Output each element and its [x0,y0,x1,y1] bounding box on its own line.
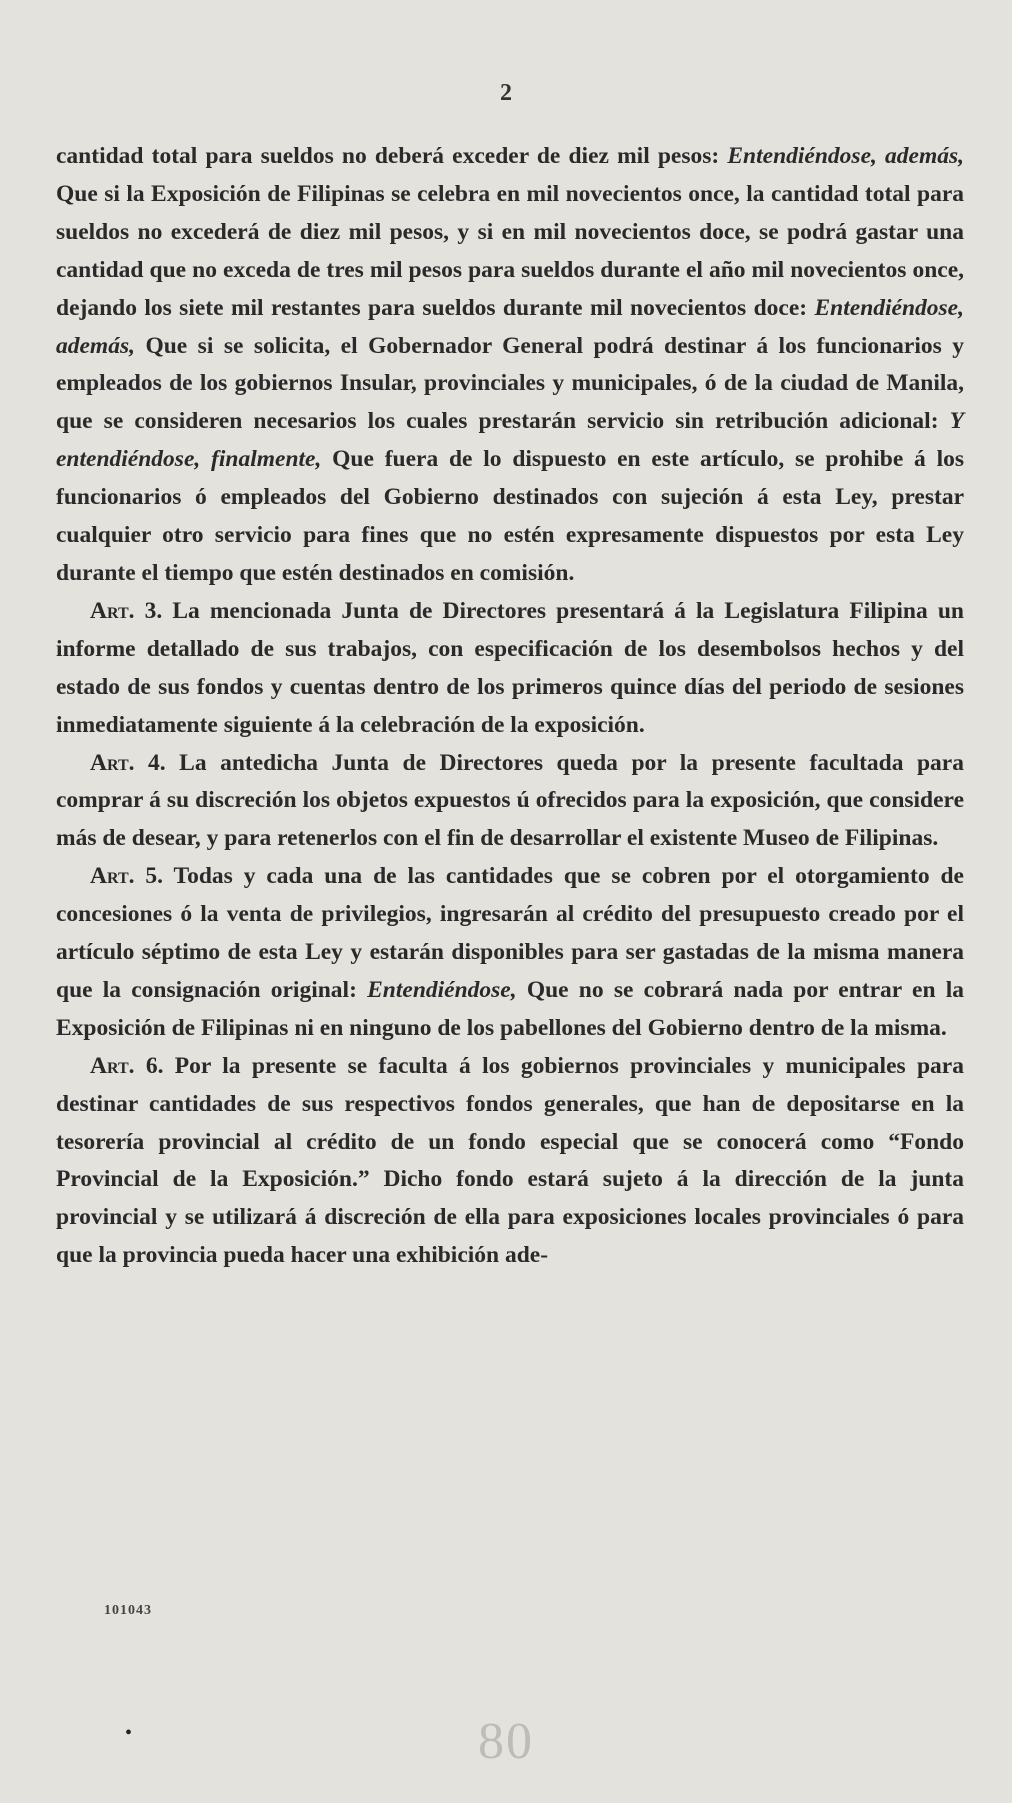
article-6 [56,1048,964,1275]
italic-run: Entendiéndose, [367,976,517,1003]
text-run: 6. Por la presente se faculta á los gobiernos provinciales y municipales para destinar cantidades de sus respectivos fondos generales, que han de depositarse en la tesorería provincial al crédito de un fondo especial que se conocerá como “Fondo Provincial de la Exposición.” Dicho fondo estará sujeto á la dirección de la junta provincial y se utilizará á discreción de ella para exposiciones locales provinciales ó para que la provincia pueda hacer una exhibición ade- [56,1052,964,1269]
page-number: 2 [500,80,512,106]
article-4 [56,745,964,859]
text-run: 4. La antedicha Junta de Directores queda por la presente facultada para comprar á su discreción los objetos expuestos ú ofrecidos para la exposición, que considere más de desear, y para retenerlos con el fin de desarrollar el existente Museo de Filipinas. [56,749,964,852]
text-run: Que si se solicita, el Gobernador General podrá destinar á los funcionarios y empleados de los gobiernos Insular, provinciales y municipales, ó de la ciudad de Manila, que se consideren necesarios los cuales prestarán servicio sin retribución adicional: [56,332,964,435]
printer-code: 101043 [104,1603,152,1618]
article-label: Art. [90,749,135,776]
text-run: Que si la Exposición de Filipinas se celebra en mil novecientos once, la cantidad total para sueldos no excederá de diez mil pesos, y si en mil novecientos doce, se podrá gastar una cantidad que no exceda de tres mil pesos para sueldos durante el año mil novecientos once, dejando los siete mil restantes para sueldos durante mil novecientos doce: [56,180,964,321]
text-run: cantidad total para sueldos no deberá exceder de diez mil pesos: [56,143,728,169]
article-label: Art. [90,597,135,624]
folio-stamp: 80 [478,1713,534,1770]
article-3 [56,593,964,745]
italic-run: Entendiéndose, además, [727,143,964,169]
paragraph [56,138,964,593]
italic-run: Y entendiéndose, finalmente, [56,408,964,473]
article-label: Art. [90,863,135,890]
italic-run: Entendiéndose, además, [56,294,964,359]
body-text [56,138,964,1275]
article-5 [56,858,964,1048]
text-run: Que fuera de lo dispuesto en este artículo, se prohibe á los funcionarios ó empleados del Gobierno destinados con sujeción á esta Ley, prestar cualquier otro servicio para fines que no estén expresamente dispuestos por esta Ley durante el tiempo que estén destinados en comisión. [56,446,964,586]
text-run: Que no se cobrará nada por entrar en la Exposición de Filipinas ni en ninguno de los pabellones del Gobierno dentro de la misma. [56,976,964,1041]
bottom-dot: • [125,1722,133,1744]
text-run: 5. Todas y cada una de las cantidades que se cobren por el otorgamiento de concesiones ó la venta de privilegios, ingresarán al crédito del presupuesto creado por el artículo séptimo de esta Ley y estarán disponibles para ser gastadas de la misma manera que la consignación original: [56,863,964,1003]
article-label: Art. [90,1052,135,1079]
text-run: 3. La mencionada Junta de Directores presentará á la Legislatura Filipina un informe detallado de sus trabajos, con especificación de los desembolsos hechos y del estado de sus fondos y cuentas dentro de los primeros quince días del periodo de sesiones inmediatamente siguiente á la celebración de la exposición. [56,597,964,738]
